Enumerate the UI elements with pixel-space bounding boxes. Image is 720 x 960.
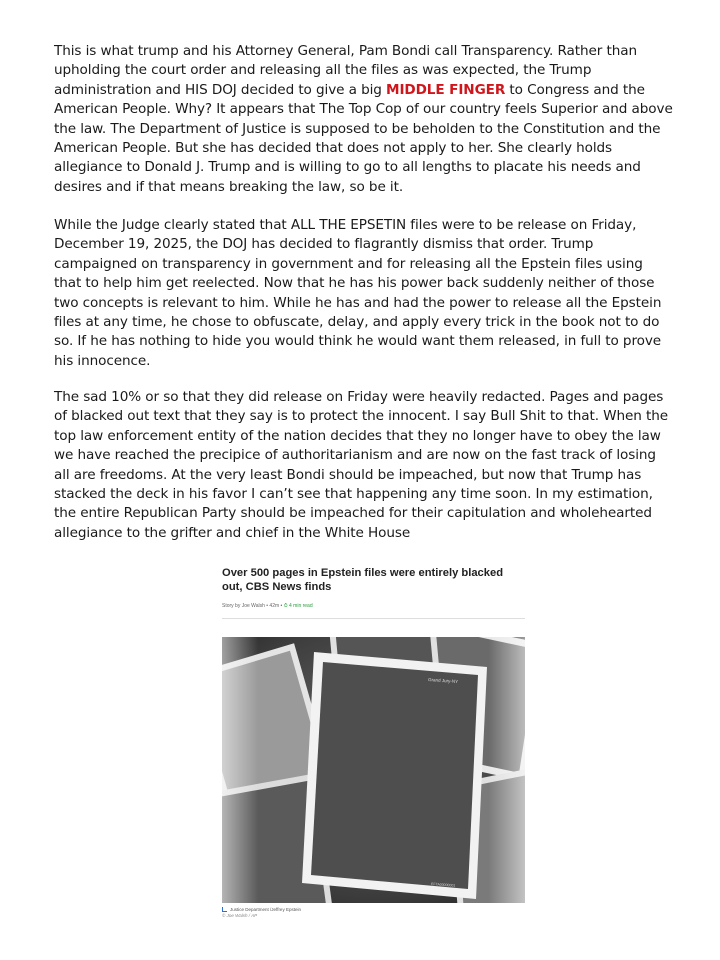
byline-prefix: Story by bbox=[222, 603, 242, 609]
redacted-pages-photo[interactable] bbox=[222, 637, 525, 903]
byline-time: • 42m • bbox=[264, 603, 284, 609]
read-time: ⏱ 4 min read bbox=[283, 603, 313, 609]
paragraph-3: The sad 10% or so that they did release on Friday were heavily redacted. Pages and pages of blacked out text that they say is to protect the innocent. I say Bull Shit to that. When the top law enforcement entity of the nation decides that they no longer have to obey the law we have reached the precipice of authoritarianism and are now on the fast track of losing all are freedoms. At the very least Bondi should be impeached, but now that Trump has stacked the deck in his favor I can’t see that happening any time soon. In my estimation, the entire Republican Party should be impeached for their capitulation and wholehearted allegiance to the grifter and chief in the White House bbox=[54, 389, 669, 541]
divider bbox=[222, 618, 525, 619]
article-byline bbox=[222, 603, 525, 611]
photo-caption-text: Justice Department /Jeffrey Epstein bbox=[230, 907, 301, 912]
photo-illustration bbox=[222, 637, 525, 903]
paragraph-1-text-before: This is what trump and his Attorney General, Pam Bondi call Transparency. Rather than upholding the court order and releasing all the files as was expected, the Trump administration and HIS DOJ decided to give a big bbox=[54, 43, 637, 98]
news-article-screenshot bbox=[222, 566, 525, 918]
paragraph-1 bbox=[54, 42, 674, 197]
author-link[interactable]: Joe Walsh bbox=[241, 603, 265, 609]
article-headline[interactable]: Over 500 pages in Epstein files were entirely blacked out, CBS News finds bbox=[222, 567, 504, 593]
photo-credit: © Joe Walsh / AP bbox=[222, 913, 258, 918]
paragraph-2: While the Judge clearly stated that ALL THE EPSETIN files were to be release on Friday, December 19, 2025, the DOJ has decided to flagrantly dismiss that order. Trump campaigned on transparency in government and for releasing all the Epstein files using that to help him get reelected. Now that he has his power back suddenly neither of those two concepts is relevant to him. While he has and had the power to release all the Epstein files at any time, he chose to obfuscate, delay, and apply every trick in the book not to do so. If he has nothing to hide you would think he would want them released, in full to prove his innocence. bbox=[54, 217, 662, 369]
paragraph-1-text-after: to Congress and the American People. Why? It appears that The Top Cop of our country feels Superior and above the law. The Department of Justice is supposed to be beholden to the Constitution and the American People. But she has decided that does not apply to her. She clearly holds allegiance to Donald J. Trump and is willing to go to all lengths to placate his needs and desires and if that means breaking the law, so be it. bbox=[54, 81, 673, 195]
middle-finger-highlight: MIDDLE FINGER bbox=[386, 81, 506, 98]
caption-marker-icon bbox=[222, 907, 227, 912]
